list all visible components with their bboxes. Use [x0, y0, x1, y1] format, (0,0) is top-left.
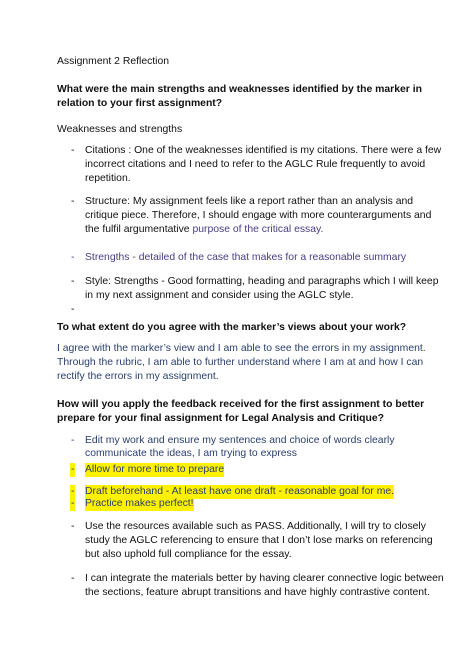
- list-dash: -: [71, 252, 75, 263]
- answer-2-line-2: Through the rubric, I am able to further understand where I am at and how I can: [57, 357, 424, 368]
- list-dash: -: [71, 145, 75, 156]
- list-dash: -: [71, 521, 75, 532]
- section-heading: Weaknesses and strengths: [57, 124, 183, 135]
- list-item-text-part-purple: purpose of the critical essay.: [192, 224, 324, 235]
- list-item-text: Use the resources available such as PASS. Additionally, I will try to closely: [85, 521, 426, 532]
- question-3-line-2: prepare for your final assignment for Legal Analysis and Critique?: [57, 413, 384, 424]
- list-item-text: incorrect citations and I need to refer to the AGLC Rule frequently to avoid: [85, 159, 426, 170]
- list-item-text-highlighted: Practice makes perfect!: [85, 498, 194, 509]
- answer-2-line-1: I agree with the marker’s view and I am able to see the errors in my assignment.: [57, 343, 426, 354]
- list-dash: -: [71, 435, 75, 446]
- question-3-line-1: How will you apply the feedback received for the first assignment to better: [57, 399, 425, 410]
- list-dash-highlighted: -: [71, 486, 75, 497]
- list-item-text: Strengths - detailed of the case that makes for a reasonable summary: [85, 252, 407, 263]
- list-item-text-part: the fulfil argumentative: [85, 224, 190, 235]
- list-item-text: study the AGLC referencing to ensure that I don’t lose marks on referencing: [85, 535, 433, 546]
- list-item-text: but also uphold full compliance for the essay.: [85, 549, 292, 560]
- list-item-text: I can integrate the materials better by having clearer connective logic between: [85, 573, 444, 584]
- list-dash-highlighted: -: [71, 498, 75, 509]
- list-item-text: Structure: My assignment feels like a report rather than an analysis and: [85, 196, 414, 207]
- list-item-text-highlighted: Draft beforehand - At least have one draft - reasonable goal for me.: [85, 486, 395, 497]
- list-item-text: [85, 223, 323, 237]
- list-item-text: in my next assignment and consider using the AGLC style.: [85, 290, 354, 301]
- list-dash: -: [71, 276, 75, 287]
- list-item-text: Citations : One of the weaknesses identified is my citations. There were a few: [85, 145, 442, 156]
- list-item-text: Style: Strengths - Good formatting, heading and paragraphs which I will keep: [85, 276, 439, 287]
- list-item-text: critique piece. Therefore, I should engage with more counterarguments and: [85, 210, 432, 221]
- list-dash: -: [71, 196, 75, 207]
- list-dash-highlighted: -: [71, 464, 75, 475]
- question-2: To what extent do you agree with the marker’s views about your work?: [57, 322, 407, 333]
- list-item-text: communicate the ideas, I am trying to express: [85, 448, 297, 459]
- list-dash: -: [71, 304, 75, 315]
- list-item-text-highlighted: Allow for more time to prepare: [85, 464, 225, 475]
- list-item-text: repetition.: [85, 173, 131, 184]
- list-dash: -: [71, 573, 75, 584]
- doc-title: Assignment 2 Reflection: [57, 56, 170, 67]
- answer-2-line-3: rectify the errors in my assignment.: [57, 371, 219, 382]
- question-1-line-1: What were the main strengths and weaknesses identified by the marker in: [57, 84, 422, 95]
- list-item-text: Edit my work and ensure my sentences and choice of words clearly: [85, 435, 395, 446]
- list-item-text: the sections, feature abrupt transitions and have highly contrastive content.: [85, 587, 430, 598]
- question-1-line-2: relation to your first assignment?: [57, 98, 223, 109]
